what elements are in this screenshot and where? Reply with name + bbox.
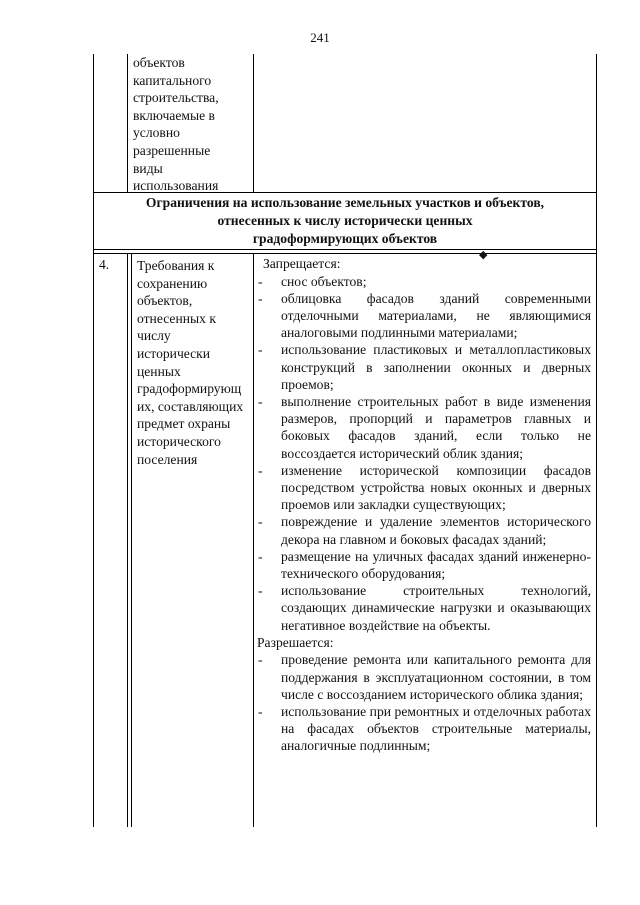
column-divider	[127, 54, 128, 192]
list-item: - размещение на уличных фасадах зданий инженерно-технического оборудования;	[258, 548, 591, 582]
text-line: предмет охраны	[137, 416, 231, 432]
prohibited-heading: Запрещается:	[263, 256, 341, 271]
heading-line: отнесенных к числу исторически ценных	[217, 213, 473, 228]
list-item: - повреждение и удаление элементов исторического декора на главном и боковых фасадах зданий;	[258, 514, 591, 547]
text-line: их, составляющих	[137, 398, 244, 414]
list-item: - использование пластиковых и металлопластиковых конструкций в заполнении оконных и дверных проемов;	[258, 342, 591, 392]
table-border-right	[596, 54, 597, 827]
text-line: строительства,	[133, 90, 219, 106]
row-divider	[93, 253, 597, 254]
text-line: поселения	[137, 451, 198, 467]
table-border-left	[93, 54, 94, 827]
heading-line: Ограничения на использование земельных участков и объектов,	[145, 195, 545, 210]
list-item: - использование строительных технологий, создающих динамические нагрузки и оказывающих негативное воздействие на объекты.	[258, 583, 591, 633]
text-line: виды	[133, 160, 163, 176]
list-item: - снос объектов;	[258, 273, 367, 289]
text-line: числу	[137, 328, 171, 344]
text-line: включаемые в	[133, 107, 215, 123]
list-item: - проведение ремонта или капитального ремонта для поддержания в эксплуатационном состоянии, в том числе с воссозданием исторического облика здания;	[258, 652, 591, 702]
list-item: - облицовка фасадов зданий современными отделочными материалами, не являющимися аналоговыми подлинными материалами;	[258, 290, 591, 341]
text-line: исторического	[137, 433, 221, 449]
row-number: 4.	[99, 257, 110, 272]
list-item: - использование при ремонтных и отделочных работах на фасадах объектов строительные материалы, аналогичные подлинным;	[258, 704, 591, 754]
text-line: разрешенные	[133, 142, 211, 158]
text-line: капитального	[133, 72, 212, 88]
heading-line: градоформирующих объектов	[252, 231, 438, 246]
text-line: исторически	[137, 345, 211, 361]
section-heading	[93, 194, 597, 248]
column-divider	[127, 253, 128, 827]
text-line: ценных	[137, 363, 181, 379]
restrictions-cell	[257, 255, 591, 755]
text-line: объектов,	[137, 293, 193, 309]
text-line: отнесенных к	[137, 310, 216, 326]
page-number: 241	[310, 30, 330, 45]
allowed-heading: Разрешается:	[257, 634, 334, 650]
restrictions-table	[93, 54, 597, 827]
row-divider	[93, 249, 597, 250]
text-line: градоформирующ	[137, 381, 242, 397]
arrow-mark-icon: ◆	[479, 249, 488, 261]
column-divider	[131, 253, 132, 827]
text-line: использования	[133, 178, 219, 194]
requirement-cell	[137, 257, 255, 468]
text-line: объектов	[133, 55, 185, 70]
list-item: - изменение исторической композиции фасадов посредством устройства новых оконных и дверных проемов или закладки существующих;	[258, 462, 591, 513]
top-row-left-cell	[133, 54, 263, 195]
list-item: - выполнение строительных работ в виде изменения размеров, пропорций и параметров главных и боковых фасадов зданий, если только не воссоздается исторический облик здания;	[258, 394, 591, 461]
text-line: сохранению	[137, 275, 208, 291]
text-line: условно	[133, 125, 180, 141]
text-line: Требования к	[137, 258, 215, 273]
